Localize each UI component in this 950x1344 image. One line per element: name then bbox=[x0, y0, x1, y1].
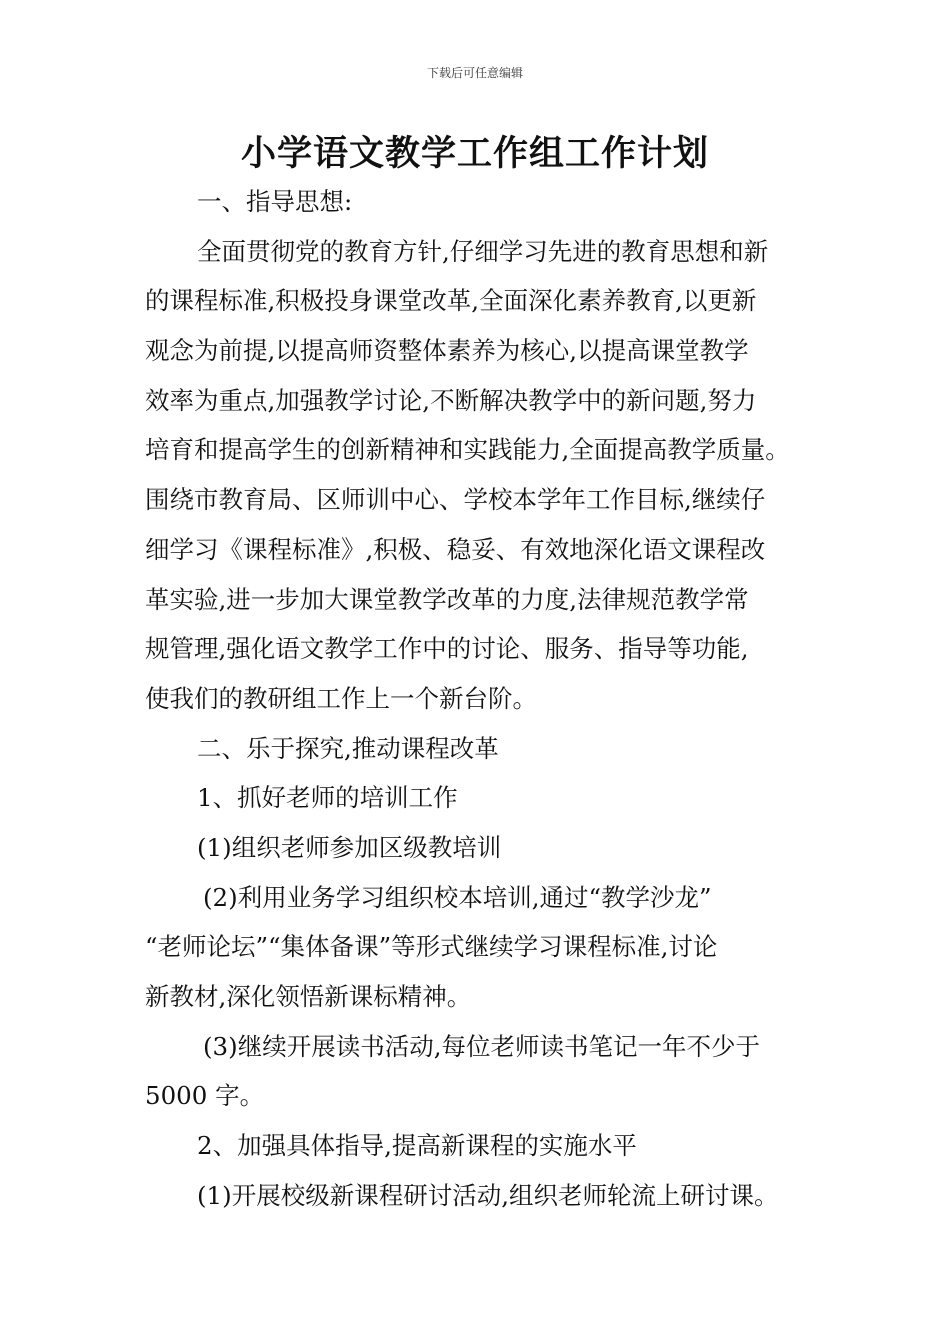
text-line: 一、指导思想: bbox=[197, 187, 353, 216]
text-line: 使我们的教研组工作上一个新台阶。 bbox=[145, 683, 537, 713]
text-line: 的课程标准,积极投身课堂改革,全面深化素养教育,以更新 bbox=[145, 286, 757, 316]
text-line: 革实验,进一步加大课堂教学改革的力度,法律规范教学常 bbox=[145, 584, 749, 614]
header-note: 下载后可任意编辑 bbox=[426, 66, 523, 80]
text-line: 新教材,深化领悟新课标精神。 bbox=[145, 982, 472, 1011]
text-line: 细学习《课程标准》,积极、稳妥、有效地深化语文课程改 bbox=[145, 534, 766, 564]
text-line: 规管理,强化语文教学工作中的讨论、服务、指导等功能, bbox=[145, 634, 749, 664]
text-line: “老师论坛”“集体备课”等形式继续学习课程标准,讨论 bbox=[145, 932, 718, 962]
text-line: (2)利用业务学习组织校本培训,通过“教学沙龙” bbox=[203, 882, 712, 912]
text-line: 效率为重点,加强教学讨论,不断解决教学中的新问题,努力 bbox=[145, 385, 757, 415]
text-line: 二、乐于探究,推动课程改革 bbox=[197, 733, 499, 763]
text-line: 围绕市教育局、区师训中心、学校本学年工作目标,继续仔 bbox=[145, 485, 766, 515]
document-body bbox=[145, 177, 825, 1220]
text-line: (1)组织老师参加区级教培训 bbox=[197, 832, 502, 862]
text-line: 培育和提高学生的创新精神和实践能力,全面提高教学质量。 bbox=[145, 435, 790, 465]
text-line: 5000 字。 bbox=[145, 1081, 265, 1111]
text-line: (1)开展校级新课程研讨活动,组织老师轮流上研讨课。 bbox=[197, 1180, 779, 1210]
text-line: 1、抓好老师的培训工作 bbox=[197, 783, 458, 813]
document-title: 小学语文教学工作组工作计划 bbox=[240, 133, 709, 174]
text-line: 观念为前提,以提高师资整体素养为核心,以提高课堂教学 bbox=[145, 336, 749, 366]
text-line: (3)继续开展读书活动,每位老师读书笔记一年不少于 bbox=[203, 1031, 760, 1061]
text-line: 2、加强具体指导,提高新课程的实施水平 bbox=[197, 1131, 637, 1161]
text-line: 全面贯彻党的教育方针,仔细学习先进的教育思想和新 bbox=[197, 236, 769, 266]
